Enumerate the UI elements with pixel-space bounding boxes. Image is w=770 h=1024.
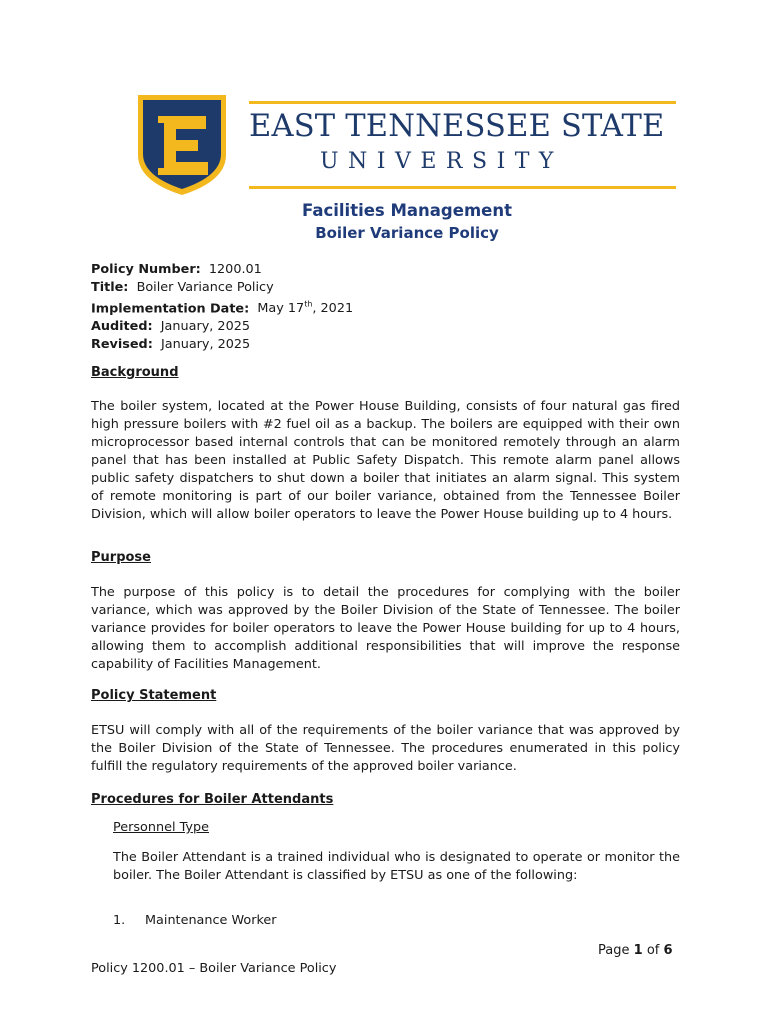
revised-label: Revised: <box>91 336 153 352</box>
background-heading: Background <box>91 365 179 380</box>
logo-bottom-rule <box>249 186 676 189</box>
policy-statement-paragraph: ETSU will comply with all of the requirements of the boiler variance that was approved by the Boiler Division of the State of Tennessee. The procedures enumerated in this policy fulfill the regulatory requirements of the approved boiler variance. <box>91 723 680 774</box>
policy-number-label: Policy Number: <box>91 262 201 277</box>
purpose-paragraph: The purpose of this policy is to detail the procedures for complying with the boiler variance, which was approved by the Boiler Division of the State of Tennessee. The boiler variance provides for boiler operators to leave the Power House building for up to 4 hours, allowing them to accomplish additional responsibilities that will improve the response capability of Facilities Management. <box>91 585 680 672</box>
list-item-number: 1. <box>113 913 126 928</box>
page-footer: Policy 1200.01 – Boiler Variance Policy <box>91 961 337 976</box>
procedures-paragraph: The Boiler Attendant is a trained individual who is designated to operate or monitor the boiler. The Boiler Attendant is classified by ETSU as one of the following: <box>113 850 680 883</box>
logo-top-rule <box>249 101 676 104</box>
revised-value: January, 2025 <box>160 336 251 352</box>
implementation-date-year: , 2021 <box>312 301 354 317</box>
implementation-date-value <box>257 301 353 316</box>
department-title: Facilities Management <box>302 201 512 220</box>
implementation-date-row <box>91 296 353 318</box>
audited-label: Audited: <box>91 319 153 335</box>
policy-statement-heading: Policy Statement <box>91 688 217 703</box>
list-item-label: Maintenance Worker <box>145 913 277 928</box>
university-logo <box>136 93 678 197</box>
revised-row <box>91 336 353 354</box>
background-paragraph: The boiler system, located at the Power House Building, consists of four natural gas fired high pressure boilers with #2 fuel oil as a backup. The boilers are equipped with their own microprocessor based internal controls that can be monitored remotely through an alarm panel that has been installed at Public Safety Dispatch. This remote alarm panel allows public safety dispatchers to shut down a boiler that initiates an alarm signal. This system of remote monitoring is part of our boiler variance, obtained from the Tennessee Boiler Division, which will allow boiler operators to leave the Power House building up to 4 hours. <box>91 399 680 522</box>
page-number <box>598 943 673 958</box>
logo-name-line1: EAST TENNESSEE STATE <box>249 109 665 144</box>
procedures-heading: Procedures for Boiler Attendants <box>91 792 334 807</box>
page-current: 1 <box>633 943 643 958</box>
audited-row <box>91 318 353 336</box>
logo-name-line2: UNIVERSITY <box>320 149 563 174</box>
shield-icon <box>136 93 228 197</box>
list-item <box>113 913 277 928</box>
document-title: Boiler Variance Policy <box>315 224 499 242</box>
implementation-date-month-day: May 17 <box>257 301 305 317</box>
title-value: Boiler Variance Policy <box>136 279 274 295</box>
page-total: 6 <box>663 943 673 958</box>
policy-number-value: 1200.01 <box>208 262 262 277</box>
policy-meta <box>91 261 353 353</box>
personnel-type-subheading: Personnel Type <box>113 820 210 835</box>
title-row <box>91 279 353 297</box>
title-label: Title: <box>91 279 129 295</box>
purpose-heading: Purpose <box>91 550 151 565</box>
audited-value: January, 2025 <box>160 319 250 335</box>
page-label: Page <box>598 943 630 958</box>
implementation-date-label: Implementation Date: <box>91 301 250 317</box>
page-of: of <box>646 943 660 958</box>
implementation-date-ordinal: th <box>304 300 313 310</box>
policy-number-row <box>91 261 353 279</box>
